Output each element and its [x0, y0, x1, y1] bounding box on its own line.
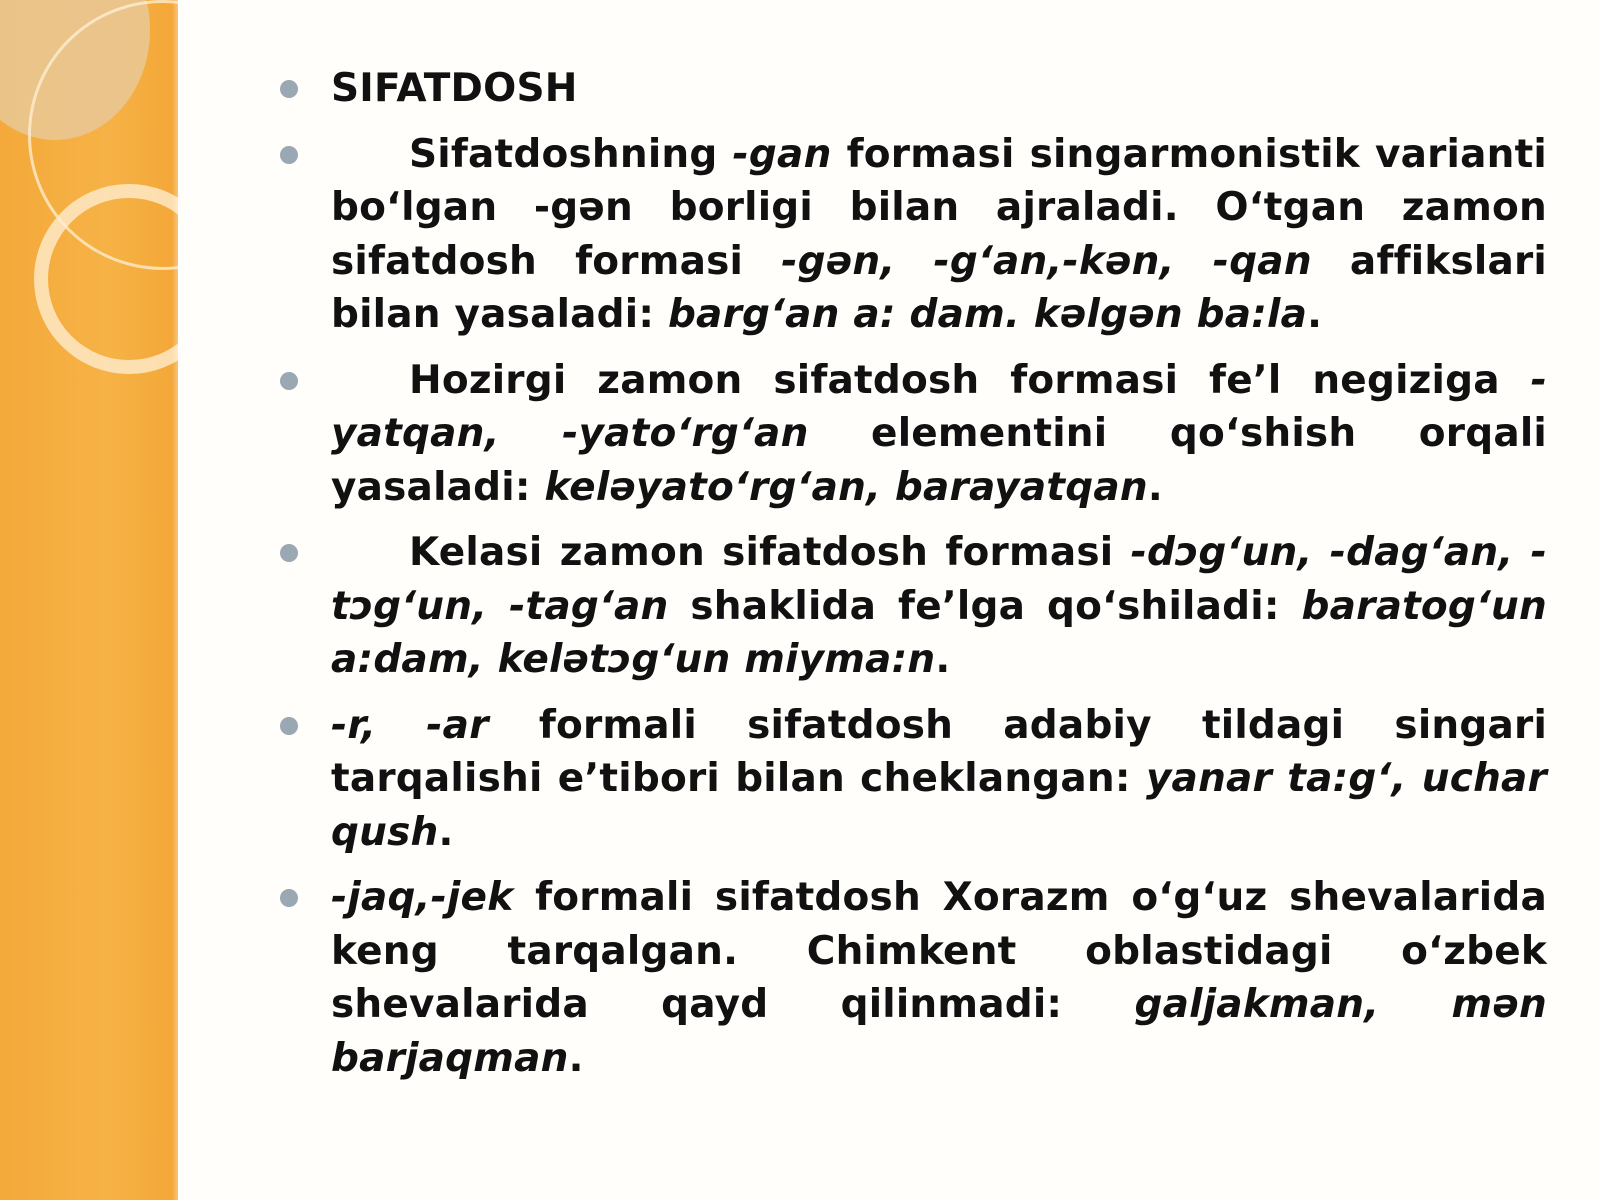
bullet-item: [280, 62, 1547, 116]
circle-bullet-icon: [280, 889, 298, 907]
italic-example-text: -gan: [732, 131, 832, 177]
bullet-text: formasi singarmonistik varianti bo‘lgan -gən borligi bilan ajraladi. O‘tgan zamon sifatdosh formasi: [331, 131, 1548, 284]
circle-bullet-icon: [280, 544, 298, 562]
bullet-item: [280, 699, 1547, 860]
bullet-text: shaklida fe’lga qo‘shiladi:: [668, 583, 1302, 629]
bullet-text: affikslari bilan yasaladi:: [331, 238, 1547, 337]
italic-example-text: -yatqan, -yato‘rg‘an: [331, 357, 1547, 456]
bullet-item: [280, 128, 1547, 342]
bullet-text: Hozirgi zamon sifatdosh formasi fe’l negiziga: [409, 357, 1531, 403]
italic-example-text: yanar ta:g‘, uchar qush: [331, 756, 1547, 855]
circle-bullet-icon: [280, 372, 298, 390]
bullet-item: [280, 871, 1547, 1085]
bullet-text: elementini qo‘shish orqali yasaladi:: [331, 411, 1547, 510]
bullet-list: [280, 62, 1547, 1085]
bullet-text: .: [1147, 464, 1163, 510]
italic-example-text: -r, -ar: [331, 702, 489, 748]
italic-example-text: -gən, -g‘an,-kən, -qan: [781, 238, 1312, 284]
italic-example-text: -jaq,-jek: [331, 875, 514, 920]
slide-content: [280, 62, 1547, 1097]
bullet-item: [280, 526, 1547, 687]
italic-example-text: baratog‘un a:dam, kelətɔg‘un miyma:n: [331, 583, 1547, 682]
circle-bullet-icon: [280, 80, 298, 98]
bullet-text: .: [935, 637, 951, 682]
bullet-text: formali sifatdosh adabiy tildagi singari tarqalishi e’tibori bilan cheklangan:: [331, 702, 1548, 801]
italic-example-text: -dɔg‘un, -dag‘an, -tɔg‘un, -tag‘an: [331, 530, 1547, 629]
circle-bullet-icon: [280, 146, 298, 164]
italic-example-text: galjakman, mən barjaqman: [331, 982, 1547, 1081]
italic-example-text: barg‘an a: dam. kəlgən ba:la: [667, 292, 1308, 337]
circle-bullet-icon: [280, 717, 298, 735]
bullet-text: Sifatdoshning: [409, 131, 733, 177]
bullet-text: .: [568, 1035, 584, 1081]
bullet-item: [280, 354, 1547, 515]
bullet-text: .: [438, 809, 454, 855]
bullet-text: .: [1307, 292, 1323, 337]
bullet-text: Kelasi zamon sifatdosh formasi: [409, 530, 1131, 575]
italic-example-text: keləyato‘rg‘an, barayatqan: [544, 464, 1148, 510]
bullet-text: formali sifatdosh Xorazm o‘g‘uz shevalarida keng tarqalgan. Chimkent oblastidagi o‘zbek shevalarida qayd qilinmadi:: [331, 875, 1547, 1027]
bullet-text: SIFATDOSH: [331, 66, 578, 111]
decorative-side-band: [0, 0, 178, 1200]
